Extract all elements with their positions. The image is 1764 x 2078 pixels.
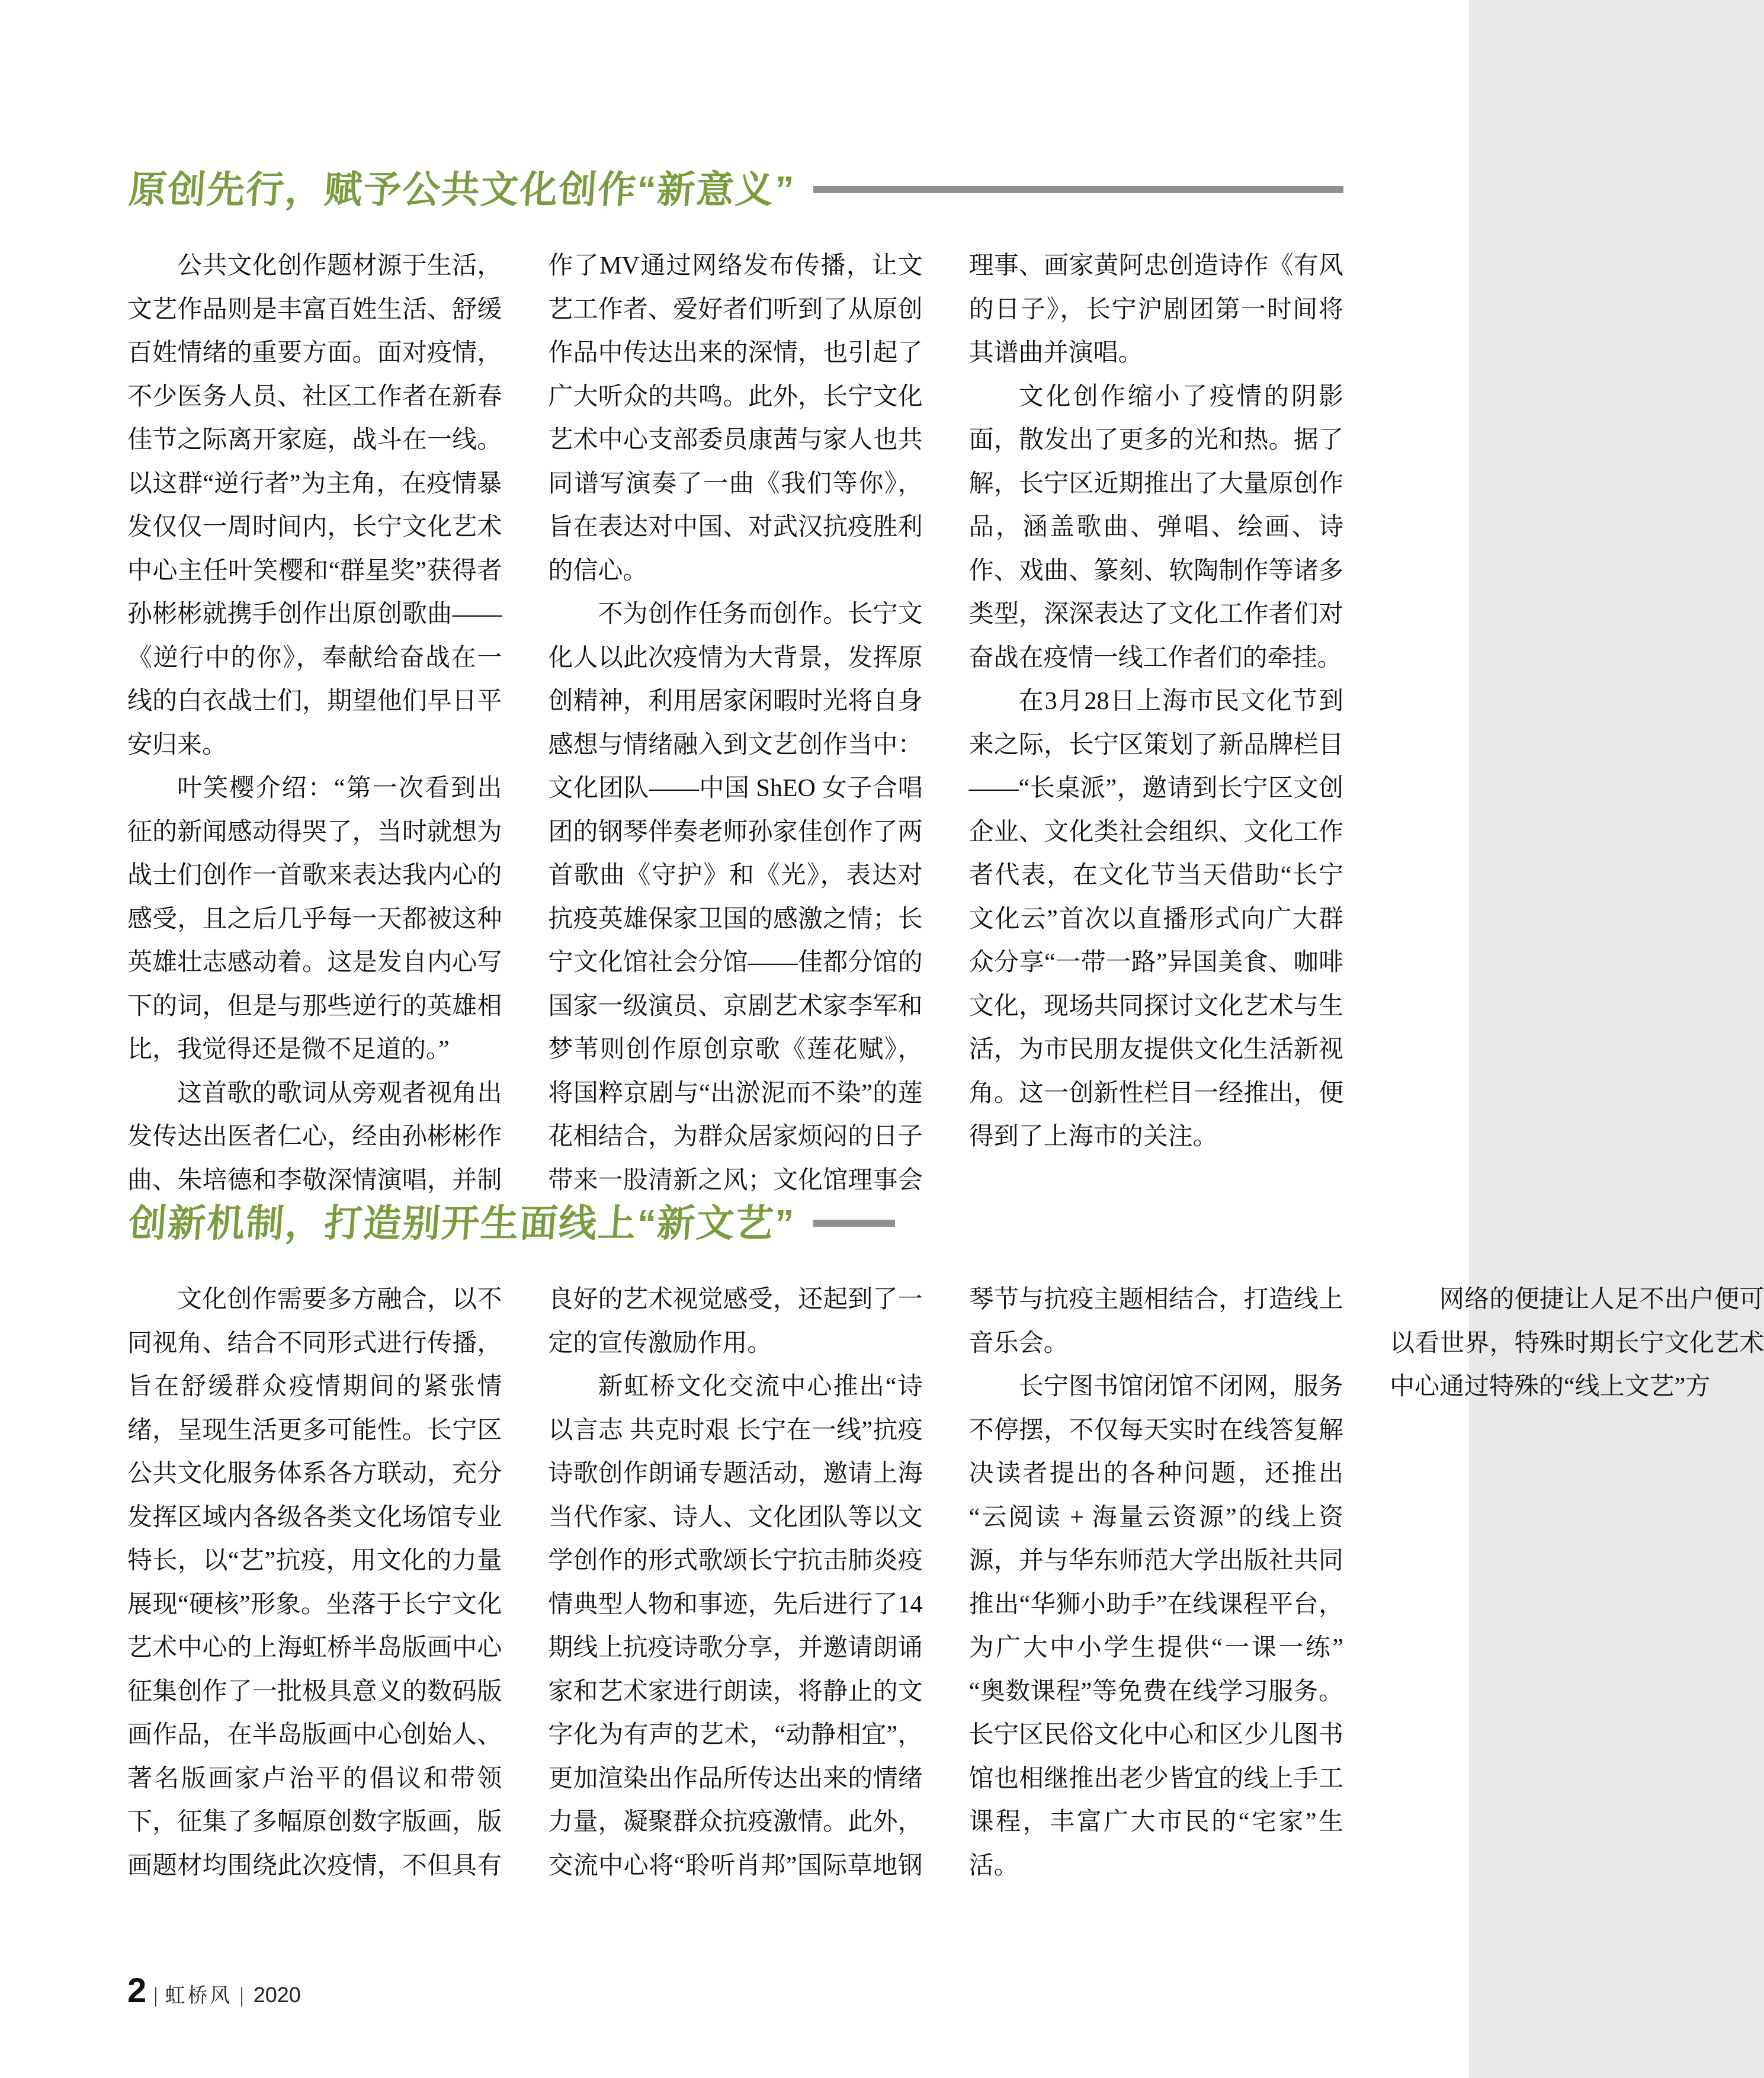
section-2-heading-rule bbox=[813, 1220, 895, 1227]
paragraph: 叶笑樱介绍：“第一次看到出征的新闻感动得哭了，当时就想为战士们创作一首歌来表达我内心的感受，且之后几乎每一天都被这种英雄壮志感动着。这是发自内心写下的词，但是与那些逆行的英雄相比，我觉得还是微不足道的。” bbox=[127, 775, 502, 1064]
article-section-1 bbox=[127, 169, 1343, 1204]
section-1-heading: 原创先行，赋予公共文化创作“新意义” bbox=[127, 168, 796, 211]
paragraph: 这首歌的歌词从旁观者视角出发传达出医者仁心，经由孙彬彬作曲、朱培德和李敬深情演唱，并制作了MV通过网络发布传播，让文艺工作者、爱好者们听到了从原创作品中传达出来的深情，也引起了广大听众的共鸣。此外，长宁文化艺术中心支部委员康茜与家人也共同谱写演奏了一曲《我们等你》，旨在表达对中国、对武汉抗疫胜利的信心。 bbox=[127, 252, 923, 1194]
section-1-body bbox=[127, 245, 1343, 1204]
paragraph: 长宁图书馆闭馆不闭网，服务不停摆，不仅每天实时在线答复解决读者提出的各种问题，还推出“云阅读 + 海量云资源”的线上资源，并与华东师范大学出版社共同推出“华狮小助手”在线课程平台，为广大中小学生提供“一课一练”“奥数课程”等免费在线学习服务。长宁区民俗文化中心和区少儿图书馆也相继推出老少皆宜的线上手工课程，丰富广大市民的“宅家”生活。 bbox=[968, 1373, 1343, 1880]
page-number: 2 bbox=[127, 1971, 147, 2010]
section-1-heading-rule bbox=[813, 186, 1343, 193]
paragraph: 网络的便捷让人足不出户便可以看世界，特殊时期长宁文化艺术中心通过特殊的“线上文艺”方 bbox=[1389, 1286, 1764, 1401]
paragraph: 在3月28日上海市民文化节到来之际，长宁区策划了新品牌栏目——“长桌派”，邀请到长宁区文创企业、文化类社会组织、文化工作者代表，在文化节当天借助“长宁文化云”首次以直播形式向广大群众分享“一带一路”异国美食、咖啡文化，现场共同探讨文化艺术与生活，为市民朋友提供文化生活新视角。这一创新性栏目一经推出，便得到了上海市的关注。 bbox=[968, 688, 1343, 1151]
paragraph: 公共文化创作题材源于生活，文艺作品则是丰富百姓生活、舒缓百姓情绪的重要方面。面对疫情，不少医务人员、社区工作者在新春佳节之际离开家庭，战斗在一线。以这群“逆行者”为主角，在疫情暴发仅仅一周时间内，长宁文化艺术中心主任叶笑樱和“群星奖”获得者孙彬彬就携手创作出原创歌曲——《逆行中的你》，奉献给奋战在一线的白衣战士们，期望他们早日平安归来。 bbox=[127, 252, 502, 759]
magazine-title: 虹桥风 bbox=[165, 1985, 233, 2007]
section-2-heading-row bbox=[127, 1202, 1343, 1244]
footer-separator: | bbox=[239, 1983, 244, 2007]
section-2-body bbox=[127, 1278, 1764, 1936]
paragraph: 文化创作缩小了疫情的阴影面，散发出了更多的光和热。据了解，长宁区近期推出了大量原创作品，涵盖歌曲、弹唱、绘画、诗作、戏曲、篆刻、软陶制作等诸多类型，深深表达了文化工作者们对奋战在疫情一线工作者们的牵挂。 bbox=[968, 383, 1343, 672]
footer-year: 2020 bbox=[253, 1983, 301, 2007]
footer-separator: | bbox=[153, 1983, 158, 2007]
paragraph: 文化创作需要多方融合，以不同视角、结合不同形式进行传播，旨在舒缓群众疫情期间的紧张情绪，呈现生活更多可能性。长宁区公共文化服务体系各方联动，充分发挥区域内各级各类文化场馆专业特长，以“艺”抗疫，用文化的力量展现“硬核”形象。坐落于长宁文化艺术中心的上海虹桥半岛版画中心征集创作了一批极具意义的数码版画作品，在半岛版画中心创始人、著名版画家卢治平的倡议和带领下，征集了多幅原创数字版画，版画题材均围绕此次疫情，不但具有良好的艺术视觉感受，还起到了一定的宣传激励作用。 bbox=[127, 1286, 923, 1880]
section-1-heading-row bbox=[127, 169, 1343, 210]
paragraph: 新虹桥文化交流中心推出“诗以言志 共克时艰 长宁在一线”抗疫诗歌创作朗诵专题活动，邀请上海当代作家、诗人、文化团队等以文学创作的形式歌颂长宁抗击肺炎疫情典型人物和事迹，先后进行了14 期线上抗疫诗歌分享，并邀请朗诵家和艺术家进行朗读，将静止的文字化为有声的艺术，“动静相宜”，更加渲染出作品所传达出来的情绪力量，凝聚群众抗疫激情。此外，交流中心将“聆听肖邦”国际草地钢琴节与抗疫主题相结合，打造线上音乐会。 bbox=[548, 1286, 1343, 1880]
paragraph: 不为创作任务而创作。长宁文化人以此次疫情为大背景，发挥原创精神，利用居家闲暇时光将自身感想与情绪融入到文艺创作当中：文化团队——中国 ShEO 女子合唱团的钢琴伴奏老师孙家佳创作了两首歌曲《守护》和《光》，表达对抗疫英雄保家卫国的感激之情；长宁文化馆社会分馆——佳都分馆的国家一级演员、京剧艺术家李军和梦苇则创作原创京歌《莲花赋》，将国粹京剧与“出淤泥而不染”的莲花相结合，为群众居家烦闷的日子带来一股清新之风；文化馆理事会理事、画家黄阿忠创造诗作《有风的日子》，长宁沪剧团第一时间将其谱曲并演唱。 bbox=[548, 252, 1343, 1194]
section-2-heading: 创新机制，打造别开生面线上“新文艺” bbox=[127, 1202, 796, 1245]
page-footer bbox=[127, 1971, 301, 2010]
article-section-2 bbox=[127, 1202, 1764, 1936]
